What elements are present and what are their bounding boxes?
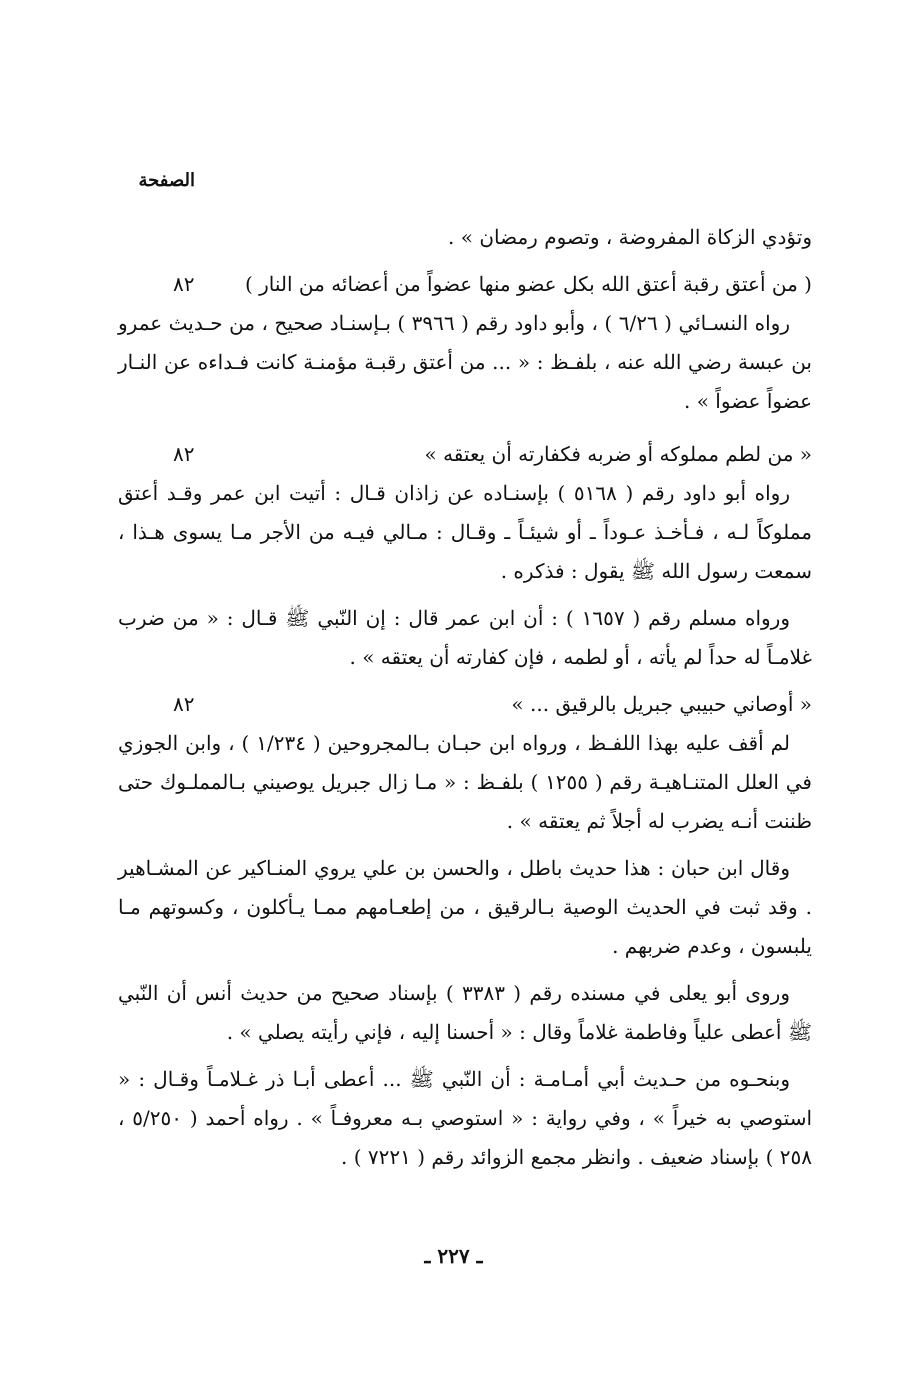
hadith-page-ref: ٨٢ — [173, 272, 195, 296]
commentary-paragraph: وقال ابن حبان : هذا حديث باطل ، والحسن بن علي يروي المنـاكير عن المشـاهير . وقد ثبت في الحديث الوصية بـالرقيق ، من إطعـامهم ممـا يـأكلون ، وكسوتهم مـا يلبسون ، وعدم ضربهم . — [118, 856, 812, 958]
hadith-page-ref: ٨٢ — [173, 692, 195, 716]
commentary-paragraph: وروى أبو يعلى في مسنده رقم ( ٣٣٨٣ ) بإسناد صحيح من حديث أنس أن النّبي ﷺ أعطى علياً وفاطمة غلاماً وقال : « أحسنا إليه ، فإني رأيته يصلي » . — [118, 981, 812, 1044]
intro-line: وتؤدي الزكاة المفروضة ، وتصوم رمضان » . — [448, 225, 812, 249]
hadith-title-text: « من لطم مملوكه أو ضربه فكفارته أن يعتقه » — [424, 442, 812, 466]
commentary-paragraph: وبنحـوه من حـديث أبي أمـامـة : أن النّبي ﷺ ... أعطى أبـا ذر غـلامـاً وقـال : « استوصي به خيراً » ، وفي رواية : « استوصي بـه معروفـاً » . رواه أحمد ( ٥/٢٥٠ ، ٢٥٨ ) بإسناد ضعيف . وانظر مجمع الزوائد رقم ( ٧٢٢١ ) . — [118, 1067, 813, 1169]
hadith-title-text: « أوصاني حبيبي جبريل بالرقيق ... » — [511, 692, 812, 716]
hadith-title-2 — [118, 435, 812, 474]
hadith-title-text: ( من أعتق رقبة أعتق الله بكل عضو منها عضواً من أعضائه من النار ) — [244, 272, 812, 296]
hadith-page-ref: ٨٢ — [173, 442, 195, 466]
page-number: ـ ٢٢٧ ـ — [424, 1244, 483, 1268]
commentary-paragraph: لم أقف عليه بهذا اللفـظ ، ورواه ابن حبـان بـالمجروحين ( ١/٢٣٤ ) ، وابن الجوزي في العلل المتنـاهيـة رقم ( ١٢٥٥ ) بلفـظ : « مـا زال جبريل يوصيني بـالمملـوك حتى ظننت أنـه يضرب له أجلاً ثم يعتقه » . — [118, 731, 812, 833]
commentary-paragraph: ورواه مسلم رقم ( ١٦٥٧ ) : أن ابن عمر قال : إن النّبي ﷺ قـال : « من ضرب غلامـاً له حداً لم يأته ، أو لطمه ، فإن كفارته أن يعتقه » . — [118, 606, 812, 669]
page-body — [118, 218, 812, 1177]
hadith-title-3 — [118, 685, 812, 724]
commentary-paragraph: رواه النسـائي ( ٦/٢٦ ) ، وأبو داود رقم ( ٣٩٦٦ ) بـإسنـاد صحيح ، من حـديث عمرو بن عبسة رضي الله عنه ، بلفـظ : « ... من أعتق رقبـة مؤمنـة كانت فـداءه عن النـار عضواً عضواً » . — [118, 311, 812, 413]
page-column-header: الصفحة — [138, 170, 195, 191]
commentary-paragraph: رواه أبو داود رقم ( ٥١٦٨ ) بإسنـاده عن زاذان قـال : أتيت ابن عمر وقـد أعتق مملوكاً لـه ، فـأخـذ عـوداً ـ أو شيئـاً ـ وقـال : مـالي فيـه من الأجر مـا يسوى هـذا ، سمعت رسول الله ﷺ يقول : فذكره . — [118, 481, 812, 583]
hadith-title-1 — [118, 265, 812, 304]
